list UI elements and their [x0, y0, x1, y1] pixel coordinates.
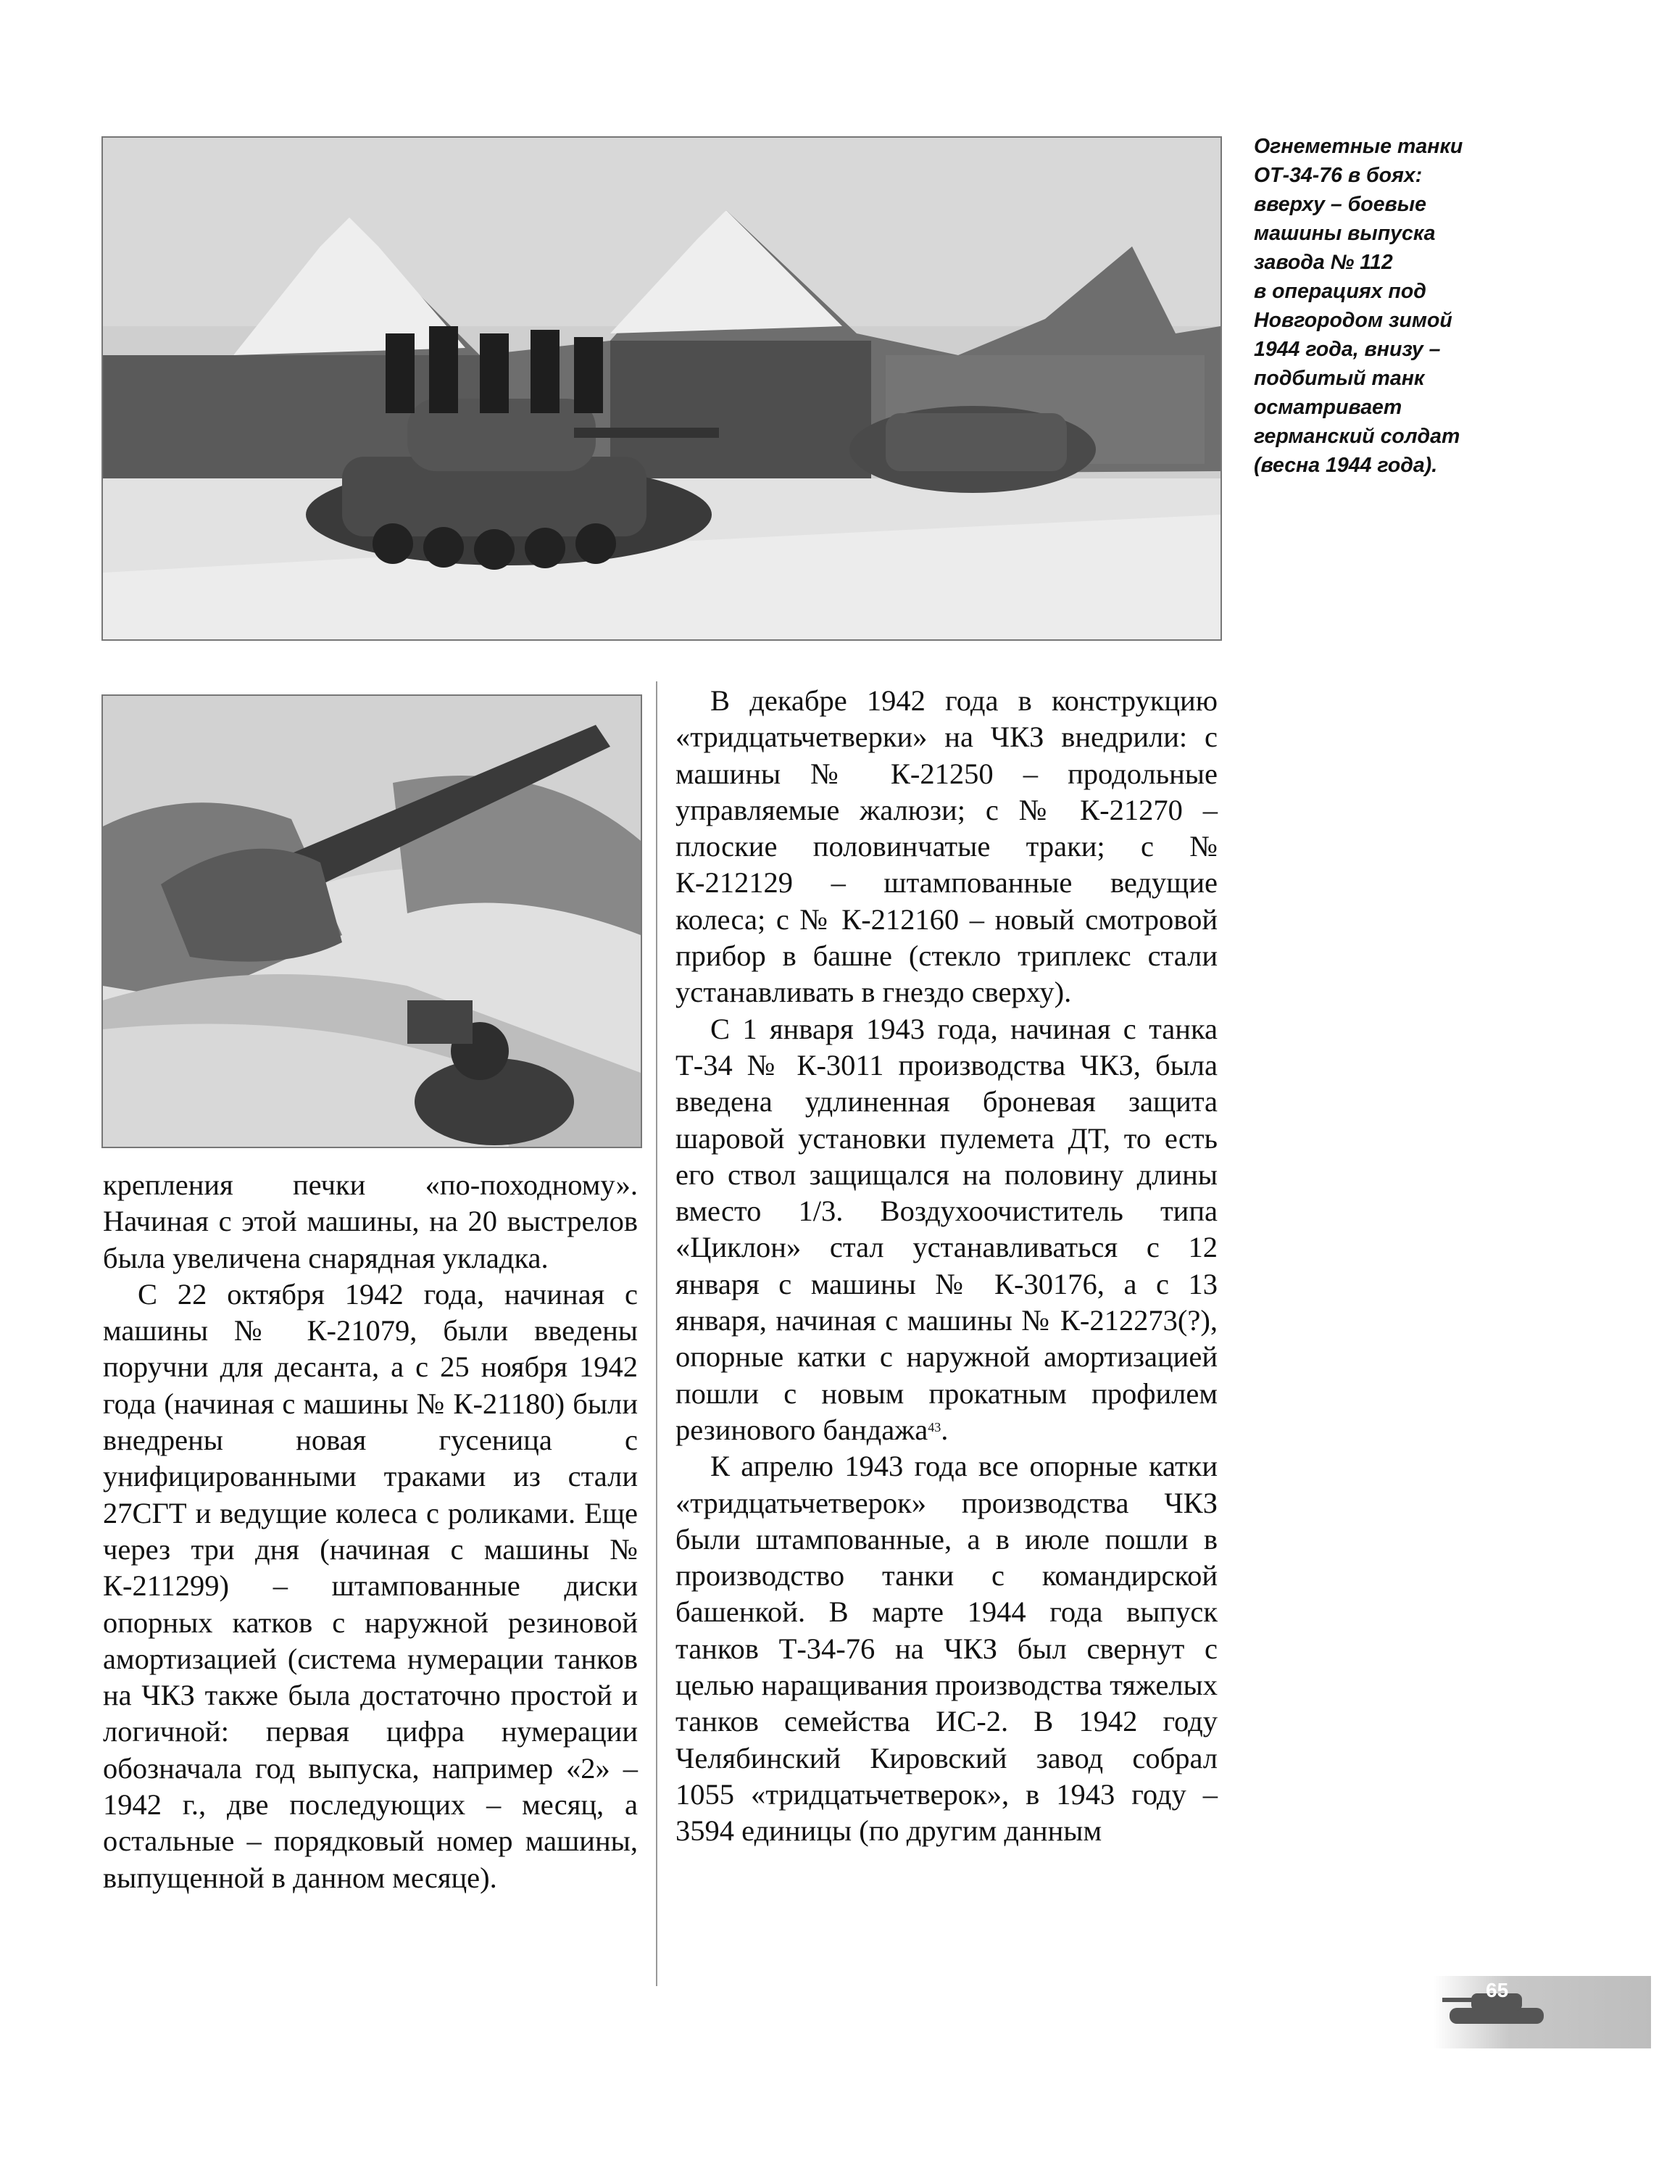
caption-line: осматривает — [1254, 396, 1402, 419]
right-column — [675, 683, 1218, 1850]
paragraph: К апрелю 1943 года все опорные катки «тридцатьчетверок» производства ЧКЗ были штампованные, а в июле пошли в производство танки с командирской башенкой. В марте 1944 года выпуск танков Т-34-76 на ЧКЗ был свернут с целью наращивания производства тяжелых танков семейства ИС-2. В 1942 году Челябинский Кировский завод собрал 1055 «тридцатьчетверок», в 1943 году – 3594 единицы (по другим данным — [675, 1450, 1218, 1848]
caption-line: завода № 112 — [1254, 251, 1393, 274]
caption-line: в операциях под — [1254, 280, 1426, 303]
caption-line: Новгородом зимой — [1254, 309, 1452, 332]
paragraph-text: С 1 января 1943 года, начиная с танка Т-34 № К-3011 производства ЧКЗ, была введена удлиненная броневая защита шаровой установки пулемета ДТ, то есть его ствол защищался на половину длины вместо 1/3. Воздухоочиститель типа «Циклон» стал устанавливаться с 12 января с машины № К-30176, а с 13 января, начиная с машины № К-212273(?), опорные катки с наружной амортизацией пошли с новым прокатным профилем резинового бандажа — [675, 1012, 1218, 1446]
caption-line: подбитый танк — [1254, 367, 1425, 390]
top-photo-tanks-winter — [101, 136, 1222, 641]
paragraph-end: . — [941, 1413, 949, 1446]
caption-line: 1944 года, внизу – — [1254, 338, 1441, 361]
middle-photo-damaged-tank — [101, 694, 642, 1148]
caption-line: ОТ-34-76 в боях: — [1254, 164, 1423, 187]
caption-line: Огнеметные танки — [1254, 135, 1463, 158]
paragraph: С 22 октября 1942 года, начиная с машины № К-21079, были введены поручни для десанта, а с 25 ноября 1942 года (начиная с машины № К-21180) были внедрены новая гусеница с унифицированными траками из стали 27СГТ и ведущие колеса с роликами. Еще через три дня (начиная с машины № К-211299) – штампованные диски опорных катков с наружной резиновой амортизацией (система нумерации танков на ЧКЗ также была достаточно простой и логичной: первая цифра нумерации обозначала год выпуска, например «2» – 1942 г., две последующих – месяц, а остальные – порядковый номер машины, выпущенной в данном месяце). — [103, 1277, 638, 1894]
paragraph: крепления печки «по-походному». Начиная с этой машины, на 20 выстрелов была увеличена снарядная укладка. — [103, 1168, 638, 1274]
page-number: 65 — [1486, 1979, 1509, 2001]
caption-line: (весна 1944 года). — [1254, 454, 1438, 477]
caption-line: машины выпуска — [1254, 222, 1436, 245]
caption-line: германский солдат — [1254, 425, 1460, 448]
footnote-marker: 43 — [928, 1419, 941, 1434]
left-column — [103, 1167, 638, 1896]
caption-line: вверху – боевые — [1254, 193, 1426, 216]
paragraph: В декабре 1942 года в конструкцию «тридцатьчетверки» на ЧКЗ внедрили: с машины № К-21250 – продольные управляемые жалюзи; с № К-21270 – плоские половинчатые траки; с № К-212129 – штампованные ведущие колеса; с № К-212160 – новый смотровой прибор в башне (стекло триплекс стали устанавливать в гнездо сверху). — [675, 684, 1218, 1009]
column-divider — [656, 681, 657, 1986]
paragraph — [675, 1011, 1218, 1449]
photo-caption — [1254, 132, 1536, 480]
